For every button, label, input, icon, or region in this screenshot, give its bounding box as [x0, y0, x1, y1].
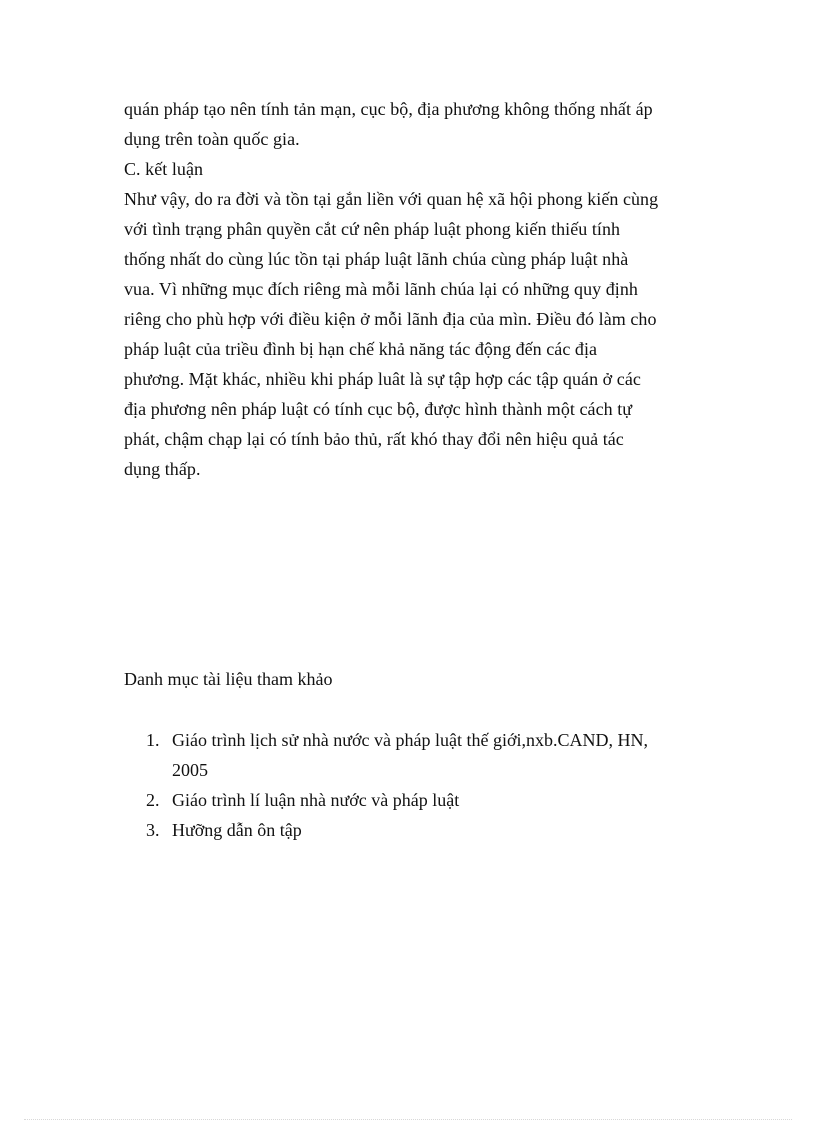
conclusion-line-7: phương. Mặt khác, nhiều khi pháp luât là sự tập hợp các tập quán ở các — [124, 369, 641, 389]
conclusion-line-10: dụng thấp. — [124, 459, 201, 479]
conclusion-line-3: thống nhất do cùng lúc tồn tại pháp luật lãnh chúa cùng pháp luật nhà — [124, 249, 629, 269]
document-body — [124, 94, 704, 484]
reference-1-line-2: 2005 — [172, 760, 208, 780]
reference-text-1 — [172, 725, 648, 785]
conclusion-line-4: vua. Vì những mục đích riêng mà mỗi lãnh chúa lại có những quy định — [124, 279, 638, 299]
conclusion-line-1: Như vậy, do ra đời và tồn tại gắn liền với quan hệ xã hội phong kiến cùng — [124, 189, 659, 209]
references-heading: Danh mục tài liệu tham khảo — [124, 669, 333, 689]
intro-line-2: dụng trên toàn quốc gia. — [124, 129, 300, 149]
reference-item-2 — [146, 785, 706, 815]
reference-number-2: 2. — [146, 790, 160, 810]
conclusion-line-8: địa phương nên pháp luật có tính cục bộ, được hình thành một cách tự — [124, 399, 633, 419]
reference-2-line-1: Giáo trình lí luận nhà nước và pháp luật — [172, 790, 460, 810]
reference-number-3: 3. — [146, 820, 160, 840]
reference-text-2 — [172, 785, 459, 815]
page-bottom-dotted-rule — [24, 1119, 792, 1120]
reference-item-1 — [146, 725, 706, 785]
conclusion-line-6: pháp luật của triều đình bị hạn chế khả năng tác động đến các địa — [124, 339, 598, 359]
intro-line-1: quán pháp tạo nên tính tản mạn, cục bộ, địa phương không thống nhất áp — [124, 99, 653, 119]
conclusion-line-2: với tình trạng phân quyền cắt cứ nên pháp luật phong kiến thiếu tính — [124, 219, 621, 239]
reference-text-3 — [172, 815, 302, 845]
conclusion-line-5: riêng cho phù hợp với điều kiện ở mỗi lãnh địa của mìn. Điều đó làm cho — [124, 309, 657, 329]
reference-3-line-1: Hưỡng dẫn ôn tập — [172, 820, 302, 840]
conclusion-heading: C. kết luận — [124, 159, 204, 179]
reference-number-1: 1. — [146, 730, 160, 750]
conclusion-line-9: phát, chậm chạp lại có tính bảo thủ, rất khó thay đổi nên hiệu quả tác — [124, 429, 624, 449]
references-list — [146, 725, 706, 845]
reference-1-line-1: Giáo trình lịch sử nhà nước và pháp luật thế giới,nxb.CAND, HN, — [172, 730, 648, 750]
reference-item-3 — [146, 815, 706, 845]
